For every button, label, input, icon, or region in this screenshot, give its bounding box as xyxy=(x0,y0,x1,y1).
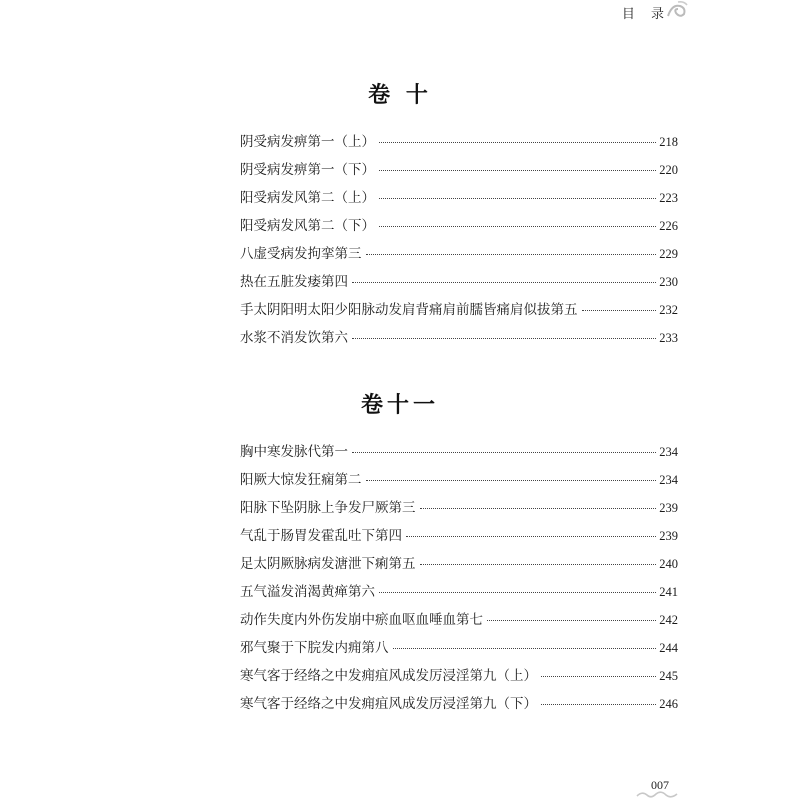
toc-entry[interactable] xyxy=(240,524,678,552)
toc-entry-page: 230 xyxy=(659,275,678,289)
toc-entry-title: 水浆不消发饮第六 xyxy=(240,330,348,346)
toc-entry-title: 动作失度内外伤发崩中瘀血呕血唾血第七 xyxy=(240,612,483,628)
toc-entry[interactable] xyxy=(240,692,678,720)
dot-leader xyxy=(406,536,656,537)
toc-entry-title: 阳受病发风第二（下） xyxy=(240,218,375,234)
toc-entry-page: 239 xyxy=(659,501,678,515)
toc-entry[interactable] xyxy=(240,496,678,524)
footer-ornament-icon xyxy=(636,790,678,800)
page-number: 007 xyxy=(651,778,669,792)
dot-leader xyxy=(541,676,656,677)
toc-list-volume-11 xyxy=(240,440,678,720)
dot-leader xyxy=(366,254,657,255)
toc-list-volume-10 xyxy=(240,130,678,354)
toc-entry-page: 244 xyxy=(659,641,678,655)
dot-leader xyxy=(379,592,656,593)
toc-entry[interactable] xyxy=(240,440,678,468)
toc-entry-title: 热在五脏发痿第四 xyxy=(240,274,348,290)
dot-leader xyxy=(352,338,656,339)
toc-entry[interactable] xyxy=(240,214,678,242)
toc-entry-page: 234 xyxy=(659,473,678,487)
toc-entry-title: 阴受病发痹第一（下） xyxy=(240,162,375,178)
toc-entry-title: 阳厥大惊发狂痫第二 xyxy=(240,472,362,488)
toc-entry-page: 246 xyxy=(659,697,678,711)
dot-leader xyxy=(420,508,657,509)
toc-entry-page: 245 xyxy=(659,669,678,683)
toc-entry[interactable] xyxy=(240,580,678,608)
dot-leader xyxy=(393,648,657,649)
toc-entry-page: 233 xyxy=(659,331,678,345)
toc-entry-title: 胸中寒发脉代第一 xyxy=(240,444,348,460)
toc-entry-page: 226 xyxy=(659,219,678,233)
toc-entry[interactable] xyxy=(240,608,678,636)
toc-entry-title: 八虚受病发拘挛第三 xyxy=(240,246,362,262)
dot-leader xyxy=(582,310,657,311)
toc-entry-page: 239 xyxy=(659,529,678,543)
toc-entry[interactable] xyxy=(240,158,678,186)
toc-entry-title: 阴受病发痹第一（上） xyxy=(240,134,375,150)
dot-leader xyxy=(379,198,656,199)
toc-entry-page: 223 xyxy=(659,191,678,205)
toc-entry-title: 邪气聚于下脘发内痈第八 xyxy=(240,640,389,656)
toc-entry[interactable] xyxy=(240,636,678,664)
volume-heading-10: 卷 十 xyxy=(368,82,432,108)
header-title: 目 录 xyxy=(621,7,670,22)
toc-entry[interactable] xyxy=(240,468,678,496)
toc-entry-title: 气乱于肠胃发霍乱吐下第四 xyxy=(240,528,402,544)
dot-leader xyxy=(379,170,656,171)
dot-leader xyxy=(420,564,657,565)
toc-entry[interactable] xyxy=(240,242,678,270)
toc-entry-title: 阳受病发风第二（上） xyxy=(240,190,375,206)
toc-entry[interactable] xyxy=(240,270,678,298)
toc-entry-page: 242 xyxy=(659,613,678,627)
toc-entry-page: 220 xyxy=(659,163,678,177)
toc-entry-page: 232 xyxy=(659,303,678,317)
toc-entry[interactable] xyxy=(240,326,678,354)
toc-entry-title: 寒气客于经络之中发痈疽风成发厉浸淫第九（下） xyxy=(240,696,537,712)
toc-entry-title: 阳脉下坠阴脉上争发尸厥第三 xyxy=(240,500,416,516)
toc-entry[interactable] xyxy=(240,664,678,692)
dot-leader xyxy=(366,480,657,481)
dot-leader xyxy=(487,620,656,621)
dot-leader xyxy=(379,142,656,143)
dot-leader xyxy=(541,704,656,705)
toc-entry-title: 手太阴阳明太阳少阳脉动发肩背痛肩前臑皆痛肩似拔第五 xyxy=(240,302,578,318)
toc-entry[interactable] xyxy=(240,552,678,580)
toc-entry-page: 240 xyxy=(659,557,678,571)
toc-entry-title: 寒气客于经络之中发痈疽风成发厉浸淫第九（上） xyxy=(240,668,537,684)
toc-entry-page: 241 xyxy=(659,585,678,599)
dot-leader xyxy=(379,226,656,227)
toc-entry-page: 218 xyxy=(659,135,678,149)
dot-leader xyxy=(352,452,656,453)
toc-entry-page: 229 xyxy=(659,247,678,261)
toc-entry-title: 足太阴厥脉病发溏泄下痢第五 xyxy=(240,556,416,572)
corner-ornament-icon xyxy=(666,0,688,18)
toc-entry[interactable] xyxy=(240,298,678,326)
toc-entry-page: 234 xyxy=(659,445,678,459)
toc-entry[interactable] xyxy=(240,186,678,214)
toc-entry-title: 五气溢发消渴黄瘅第六 xyxy=(240,584,375,600)
dot-leader xyxy=(352,282,656,283)
toc-entry[interactable] xyxy=(240,130,678,158)
volume-heading-11: 卷十一 xyxy=(360,392,439,418)
page-header xyxy=(0,0,800,22)
